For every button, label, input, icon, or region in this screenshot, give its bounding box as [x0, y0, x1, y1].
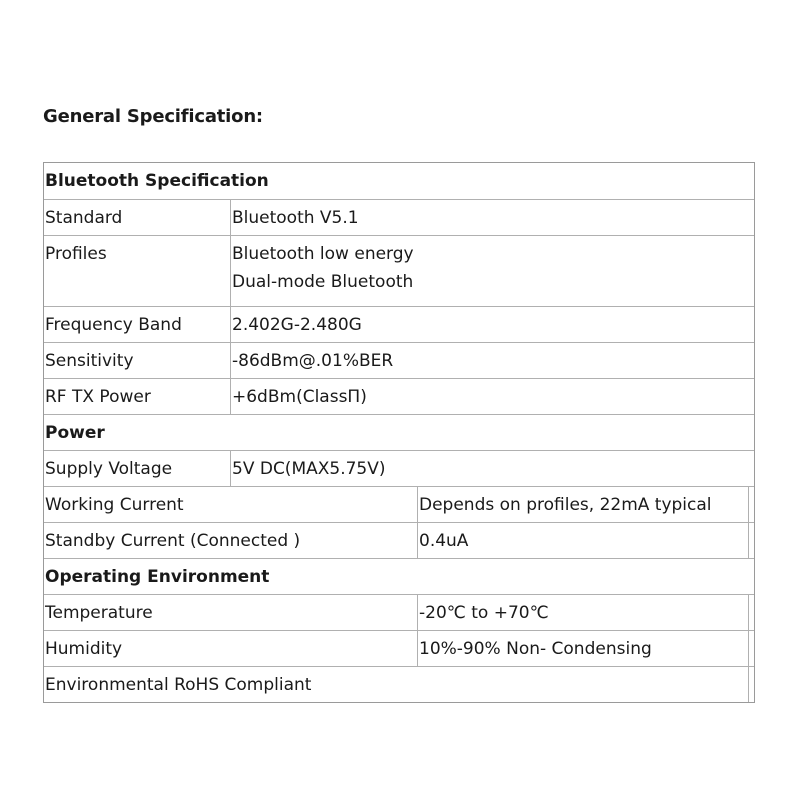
row-value: Bluetooth V5.1 — [230, 200, 754, 235]
section-header-power — [44, 414, 754, 450]
table-row — [44, 235, 754, 306]
table-row — [44, 666, 754, 702]
row-label: Standard — [45, 208, 123, 228]
row-value: -20℃ to +70℃ — [417, 595, 748, 630]
row-label: Working Current — [45, 495, 184, 515]
table-row — [44, 342, 754, 378]
table-row — [44, 306, 754, 342]
section-title: Power — [45, 423, 105, 443]
row-value: -86dBm@.01%BER — [230, 343, 754, 378]
table-row — [44, 450, 754, 486]
empty-cell — [748, 595, 754, 630]
empty-cell — [748, 487, 754, 522]
row-label: Standby Current (Connected ) — [45, 531, 301, 551]
row-value: +6dBm(ClassΠ) — [230, 379, 754, 414]
row-value-line: Bluetooth low energy — [232, 244, 414, 264]
empty-cell — [748, 523, 754, 558]
row-label: Humidity — [45, 639, 123, 659]
row-label: Temperature — [45, 603, 153, 623]
table-row — [44, 522, 754, 558]
row-value: Depends on profiles, 22mA typical — [417, 487, 748, 522]
row-label: Sensitivity — [45, 351, 134, 371]
section-title: Bluetooth Specification — [45, 171, 269, 191]
table-row — [44, 486, 754, 522]
row-label: Profiles — [45, 244, 107, 264]
page-title: General Specification: — [43, 106, 263, 127]
row-value: 5V DC(MAX5.75V) — [230, 451, 754, 486]
row-value — [230, 236, 754, 306]
row-value-line: Dual-mode Bluetooth — [232, 272, 414, 292]
spec-table — [43, 162, 755, 703]
row-label: Environmental RoHS Compliant — [45, 675, 312, 695]
section-header-environment — [44, 558, 754, 594]
row-value: 0.4uA — [417, 523, 748, 558]
table-row — [44, 199, 754, 235]
table-row — [44, 630, 754, 666]
row-value: 2.402G-2.480G — [230, 307, 754, 342]
row-label: Supply Voltage — [45, 459, 173, 479]
table-row — [44, 378, 754, 414]
row-label: Frequency Band — [45, 315, 182, 335]
empty-cell — [748, 667, 754, 702]
empty-cell — [748, 631, 754, 666]
table-row — [44, 594, 754, 630]
section-header-bluetooth — [44, 163, 754, 199]
row-label: RF TX Power — [45, 387, 151, 407]
section-title: Operating Environment — [45, 567, 270, 587]
row-value: 10%-90% Non- Condensing — [417, 631, 748, 666]
